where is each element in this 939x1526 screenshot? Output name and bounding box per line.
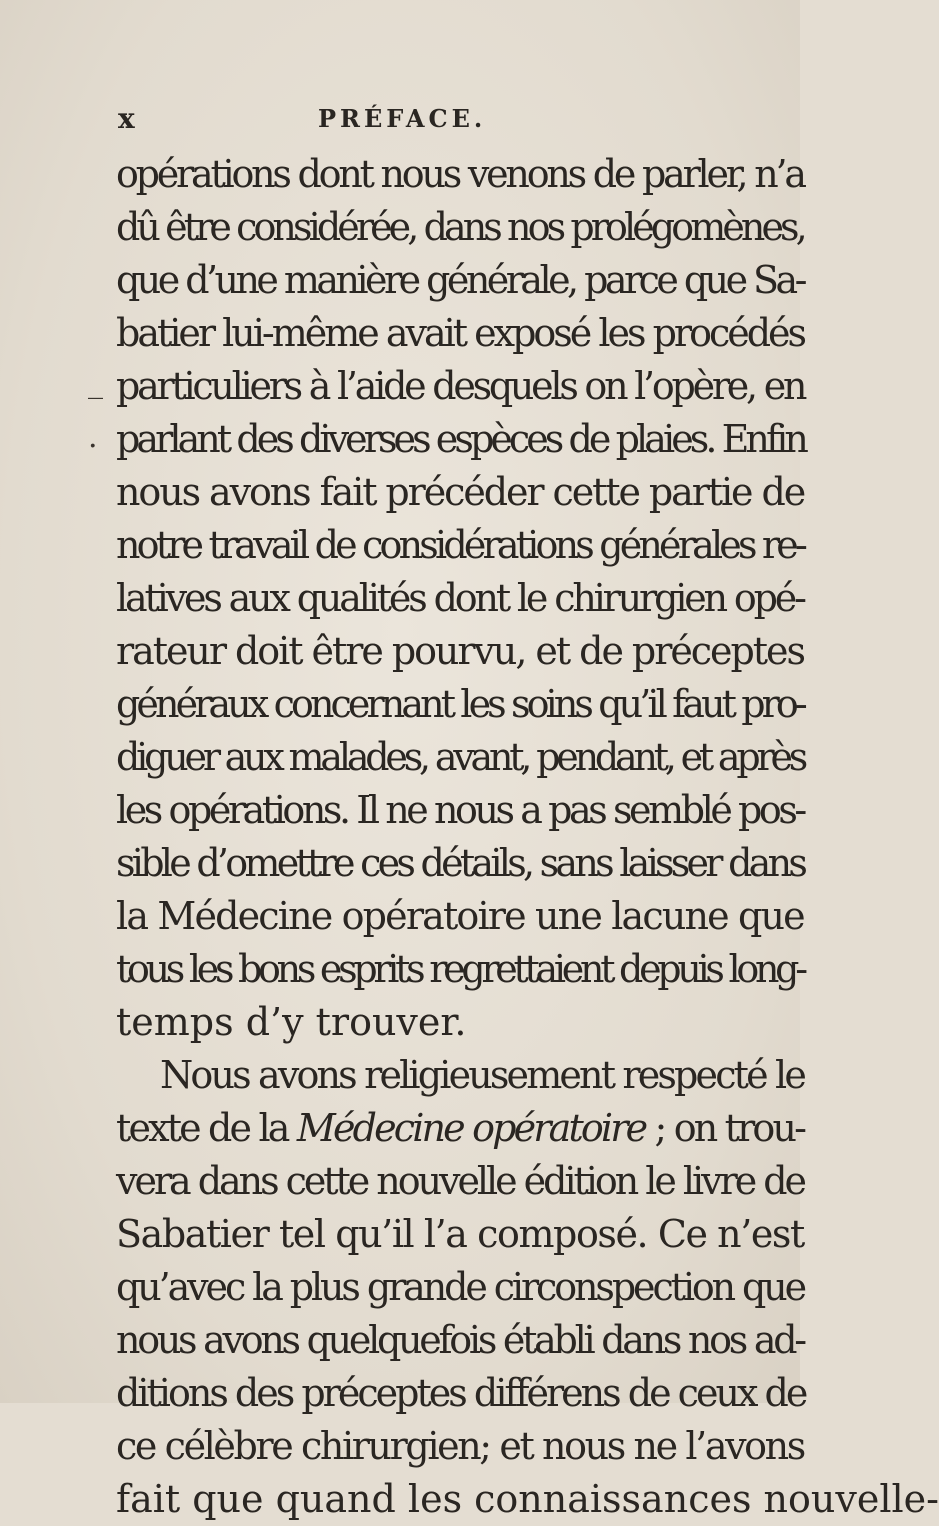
text-line: notre travail de considérations générales re- [116,523,804,567]
text-line: temps d’y trouver. [116,1000,467,1044]
text-line: batier lui-même avait exposé les procédés [116,311,805,355]
page-number: x [118,102,136,135]
text-line: ce célèbre chirurgien; et nous ne l’avons [116,1424,804,1468]
text-line: que d’une manière générale, parce que Sa- [116,258,804,302]
margin-dot-mark: . [88,420,98,455]
text-line: Sabatier tel qu’il l’a composé. Ce n’est [116,1212,804,1256]
text-line: particuliers à l’aide desquels on l’opère, en [116,364,805,408]
text-line: rateur doit être pourvu, et de préceptes [116,629,804,673]
book-title-italic: Médecine opératoire [296,1106,646,1150]
text-line: nous avons quelquefois établi dans nos ad- [116,1318,804,1362]
body-text [116,148,939,1526]
running-title: PRÉFACE. [318,104,487,133]
text-line: diguer aux malades, avant, pendant, et après [116,735,805,779]
text-line: latives aux qualités dont le chirurgien opé- [116,576,804,620]
margin-dash-mark: _ [88,365,103,400]
text-line: vera dans cette nouvelle édition le livre de [116,1159,804,1203]
text-line: sible d’omettre ces détails, sans laisser dans [116,841,805,885]
text-line: qu’avec la plus grande circonspection que [116,1265,805,1309]
text-line: les opérations. Il ne nous a pas semblé pos- [116,788,804,832]
text-line: parlant des diverses espèces de plaies. Enfin [116,417,805,461]
text-line: ditions des préceptes différens de ceux de [116,1371,806,1415]
running-head [0,102,800,142]
text-line-with-title [116,1102,804,1155]
text-line: opérations dont nous venons de parler, n’a [116,152,804,196]
text-segment: ; on trou- [645,1106,805,1150]
text-line: généraux concernant les soins qu’il faut pro- [116,682,804,726]
text-segment: texte de la [116,1106,297,1150]
text-line: tous les bons esprits regrettaient depuis long- [116,947,804,991]
paragraph-first-line: Nous avons religieusement respecté le [160,1053,804,1097]
text-line: la Médecine opératoire une lacune que [116,894,804,938]
text-line: fait que quand les connaissances nouvelle- [116,1477,939,1521]
text-line: dû être considérée, dans nos prolégomènes, [116,205,804,249]
text-line: nous avons fait précéder cette partie de [116,470,805,514]
